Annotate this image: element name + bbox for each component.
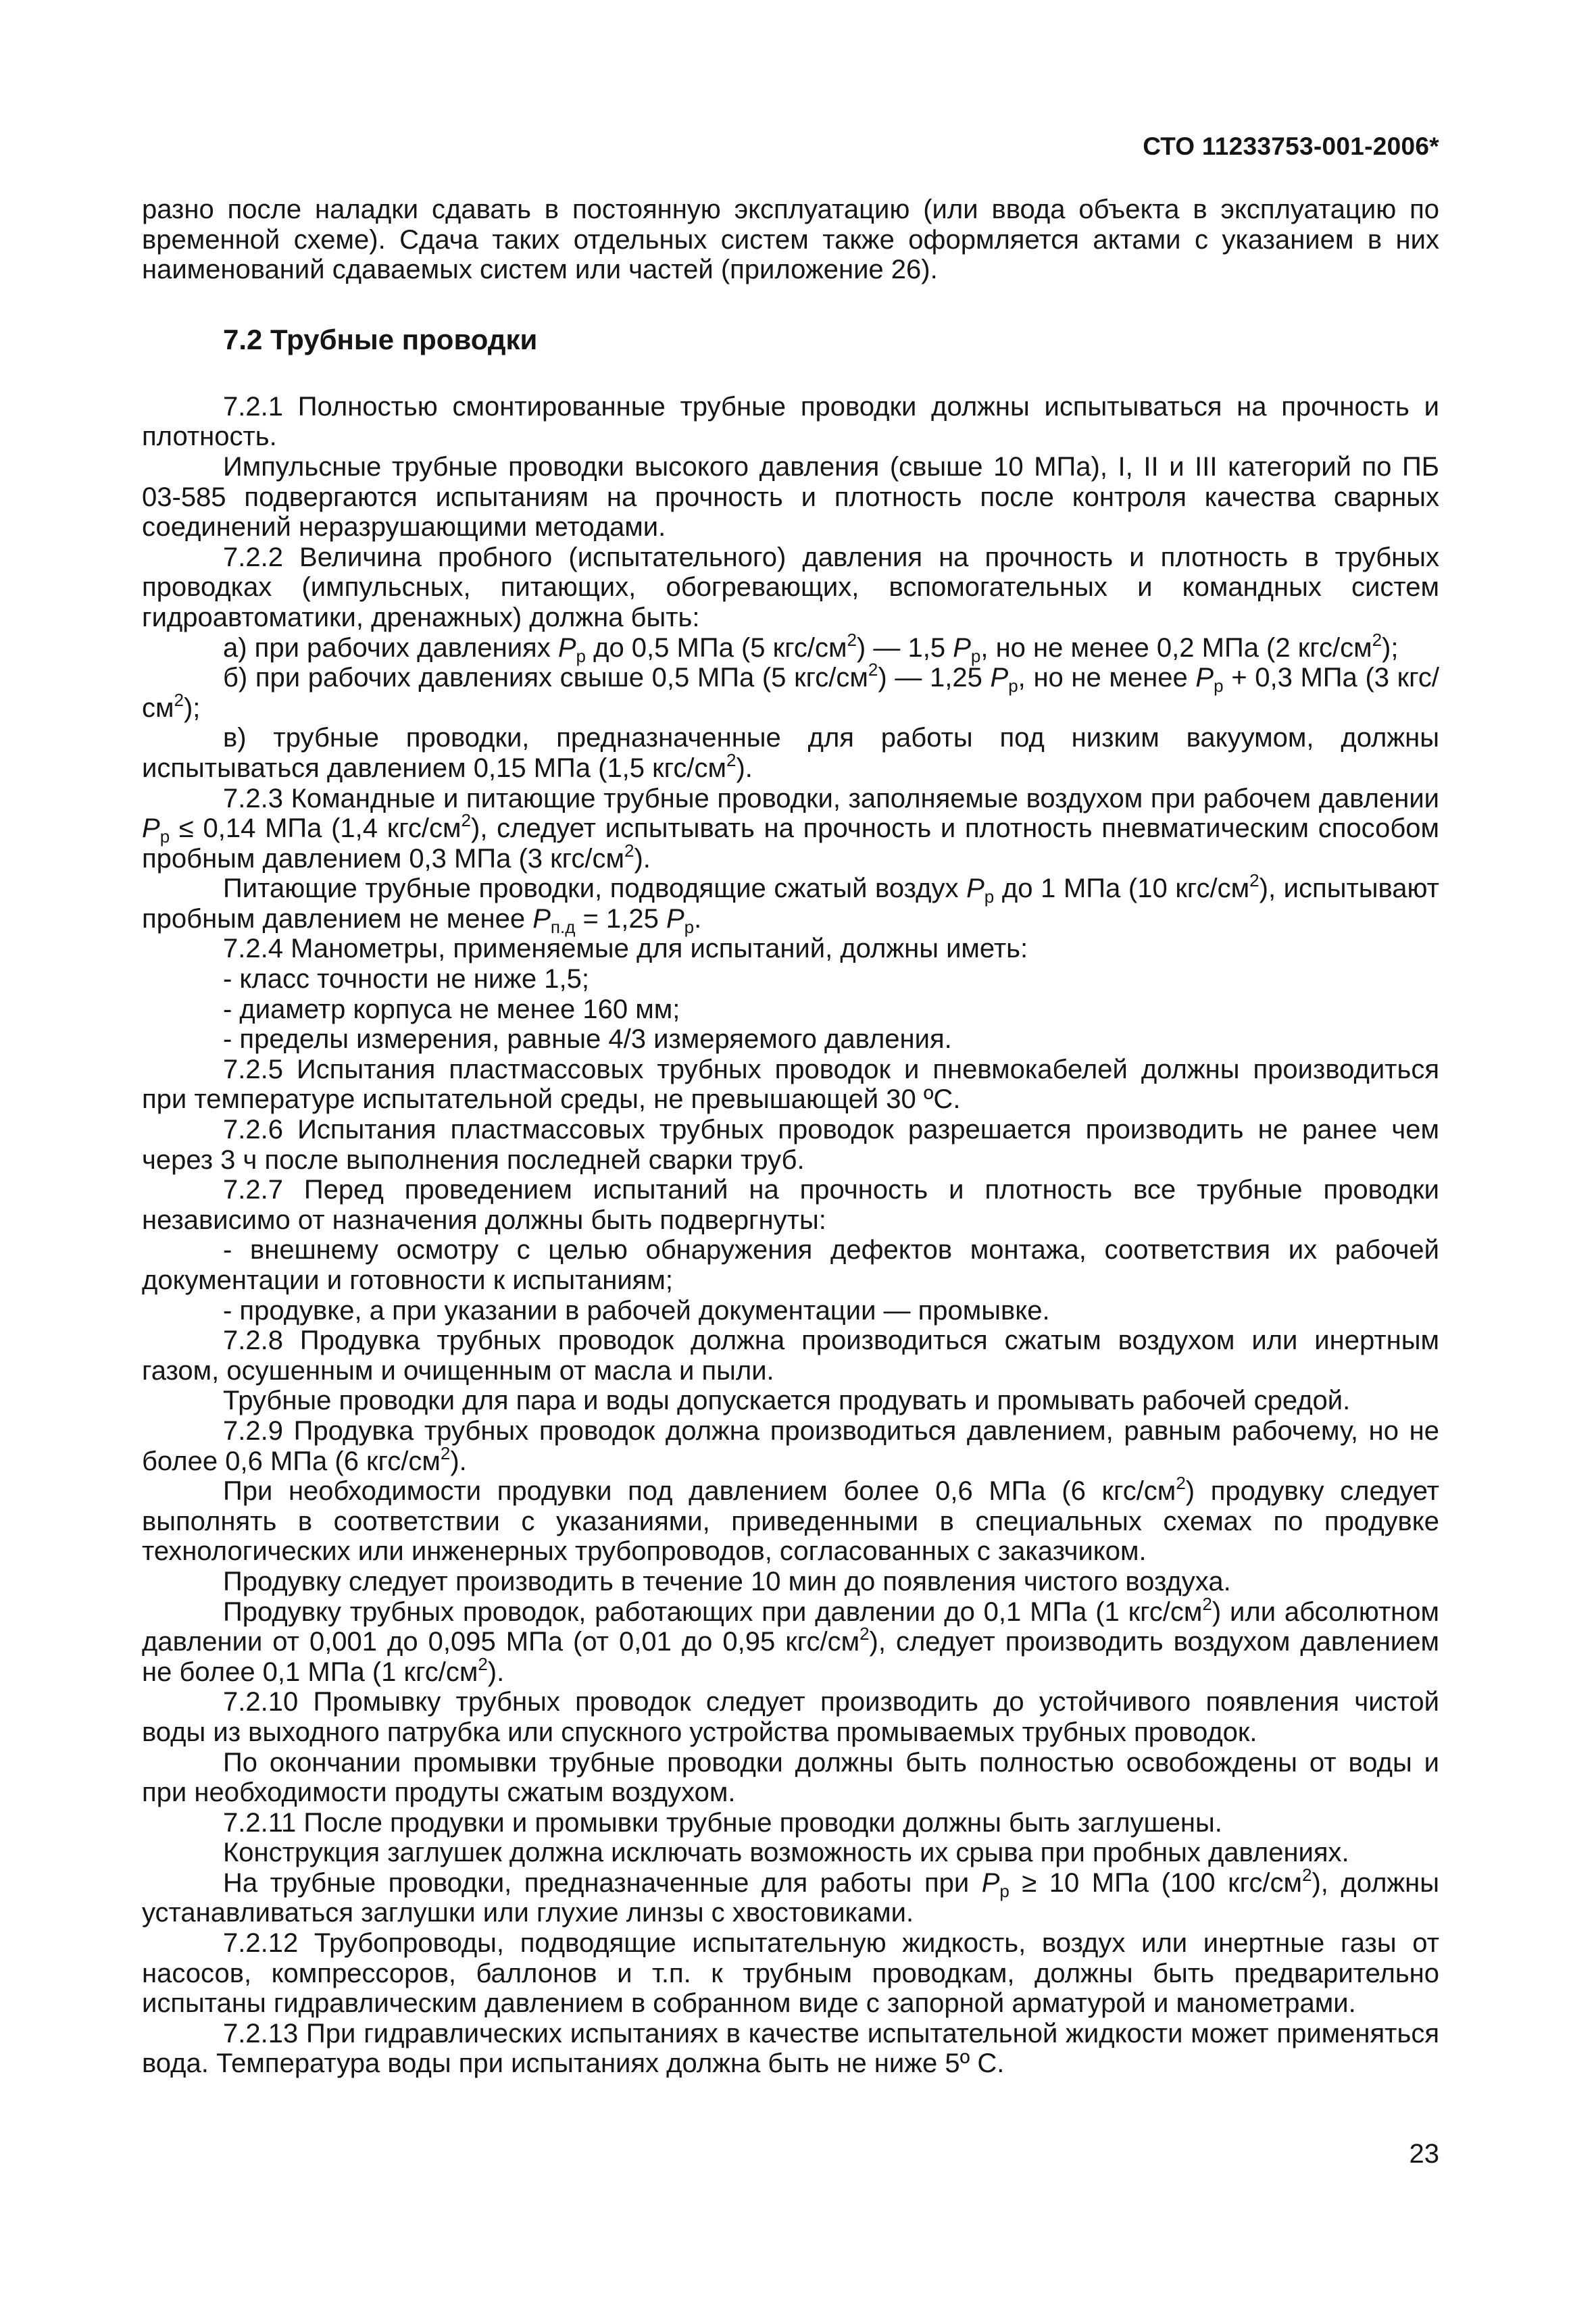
paragraph: разно после наладки сдавать в постоянную эксплуатацию (или ввода объекта в эксплуатацию по временной схеме). Сдача таких отдельных систем также оформляется актами с указанием в них наименований сдаваемых систем или частей (приложение 26). — [142, 195, 1439, 285]
list-item: - продувке, а при указании в рабочей документации — промывке. — [223, 1295, 1050, 1326]
document-body — [142, 195, 1439, 2079]
section-title: 7.2 Трубные проводки — [223, 323, 538, 355]
paragraph: По окончании промывки трубные проводки должны быть полностью освобождены от воды и при необходимости продуты сжатым воздухом. — [142, 1747, 1439, 1808]
paragraph: 7.2.13 При гидравлических испытаниях в качестве испытательной жидкости может применяться вода. Температура воды при испытаниях должна быть не ниже 5º С. — [142, 2018, 1439, 2079]
page-number: 23 — [1409, 2139, 1439, 2169]
paragraph: Питающие трубные проводки, подводящие сжатый воздух $P_р$ до 1 МПа (10 кгс/$см^2$), испытывают пробным давлением не менее $P_{п.д} = 1,25$ $P_р$. — [142, 870, 1439, 937]
list-item: - внешнему осмотру с целью обнаружения дефектов монтажа, соответствия их рабочей документации и готовности к испытаниям; — [142, 1235, 1439, 1295]
paragraph: 7.2.4 Манометры, применяемые для испытаний, должны иметь: — [223, 934, 1028, 964]
paragraph: а) при рабочих давлениях $P_р$ до 0,5 МПа (5 кгс/$см^2$) — 1,5 $P_р$, но не менее 0,2 МПа (2 кгс/$см^2$); — [223, 629, 1399, 666]
paragraph: Импульсные трубные проводки высокого давления (свыше 10 МПа), I, II и III категорий по ПБ 03-585 подвергаются испытаниям на прочность и плотность после контроля качества сварных соединений неразрушающими методами. — [142, 451, 1439, 543]
paragraph: На трубные проводки, предназначенные для работы при $P_р \ge 10$ МПа (100 кгс/$см^2$), должны устанавливаться заглушки или глухие линзы с хвостовиками. — [142, 1864, 1440, 1928]
paragraph: Трубные проводки для пара и воды допускается продувать и промывать рабочей средой. — [223, 1386, 1351, 1416]
paragraph: При необходимости продувки под давлением более 0,6 МПа (6 кгс/$см^2$) продувку следует выполнять в соответствии с указаниями, приведенными в специальных схемах по продувке технологических или инженерных трубопроводов, согласованных с заказчиком. — [142, 1473, 1439, 1567]
list-item: - диаметр корпуса не менее 160 мм; — [223, 994, 680, 1024]
paragraph: 7.2.1 Полностью смонтированные трубные проводки должны испытываться на прочность и плотность. — [142, 391, 1439, 452]
paragraph: 7.2.9 Продувка трубных проводок должна производиться давлением, равным рабочему, но не более 0,6 МПа (6 кгс/$см^2$). — [142, 1415, 1439, 1476]
paragraph: 7.2.6 Испытания пластмассовых трубных проводок разрешается производить не ранее чем через 3 ч после выполнения последней сварки труб. — [142, 1115, 1439, 1175]
paragraph: Конструкция заглушек должна исключать возможность их срыва при пробных давлениях. — [223, 1838, 1349, 1868]
paragraph: Продувку трубных проводок, работающих при давлении до 0,1 МПа (1 кгс/$см^2$) или абсолютном давлении от 0,001 до 0,095 МПа (от 0,01 до 0,95 кгс/$см^2$), следует производить воздухом давлением не более 0,1 МПа (1 кгс/$см^2$). — [142, 1593, 1439, 1687]
paragraph: 7.2.8 Продувка трубных проводок должна производиться сжатым воздухом или инертным газом, осушенным и очищенным от масла и пыли. — [142, 1326, 1439, 1386]
paragraph: Продувку следует производить в течение 10 мин до появления чистого воздуха. — [223, 1566, 1231, 1596]
paragraph: б) при рабочих давлениях свыше 0,5 МПа (5 кгс/$см^2$) — 1,25 $P_р$, но не менее $P_р + 0,3$ МПа (3 кгс/$см^2$); — [142, 659, 1439, 723]
list-item: - пределы измерения, равные 4/3 измеряемого давления. — [223, 1024, 952, 1055]
paragraph: 7.2.2 Величина пробного (испытательного) давления на прочность и плотность в трубных проводках (импульсных, питающих, обогревающих, вспомогательных и командных систем гидроавтоматики, дренажных) должна быть: — [142, 542, 1439, 632]
paragraph: 7.2.5 Испытания пластмассовых трубных проводок и пневмокабелей должны производиться при температуре испытательной среды, не превышающей 30 ºС. — [142, 1054, 1439, 1115]
paragraph: 7.2.12 Трубопроводы, подводящие испытательную жидкость, воздух или инертные газы от насосов, компрессоров, баллонов и т.п. к трубным проводкам, должны быть предварительно испытаны гидравлическим давлением в собранном виде с запорной арматурой и манометрами. — [142, 1928, 1439, 2019]
document-code-header: СТО 11233753-001-2006* — [1143, 132, 1439, 160]
paragraph: в) трубные проводки, предназначенные для работы под низким вакуумом, должны испытываться давлением 0,15 МПа (1,5 кгс/$см^2$). — [142, 723, 1439, 783]
paragraph: 7.2.10 Промывку трубных проводок следует производить до устойчивого появления чистой воды из выходного патрубка или спускного устройства промываемых трубных проводок. — [142, 1687, 1439, 1747]
paragraph: 7.2.3 Командные и питающие трубные проводки, заполняемые воздухом при рабочем давлении $P_р \le 0,14$ МПа (1,4 кгс/$см^2$), следует испытывать на прочность и плотность пневматическим способом пробным давлением 0,3 МПа (3 кгс/$см^2$). — [142, 783, 1440, 874]
paragraph: 7.2.7 Перед проведением испытаний на прочность и плотность все трубные проводки независимо от назначения должны быть подвергнуты: — [142, 1175, 1439, 1235]
paragraph: 7.2.11 После продувки и промывки трубные проводки должны быть заглушены. — [223, 1807, 1222, 1838]
list-item: - класс точности не ниже 1,5; — [223, 964, 589, 995]
